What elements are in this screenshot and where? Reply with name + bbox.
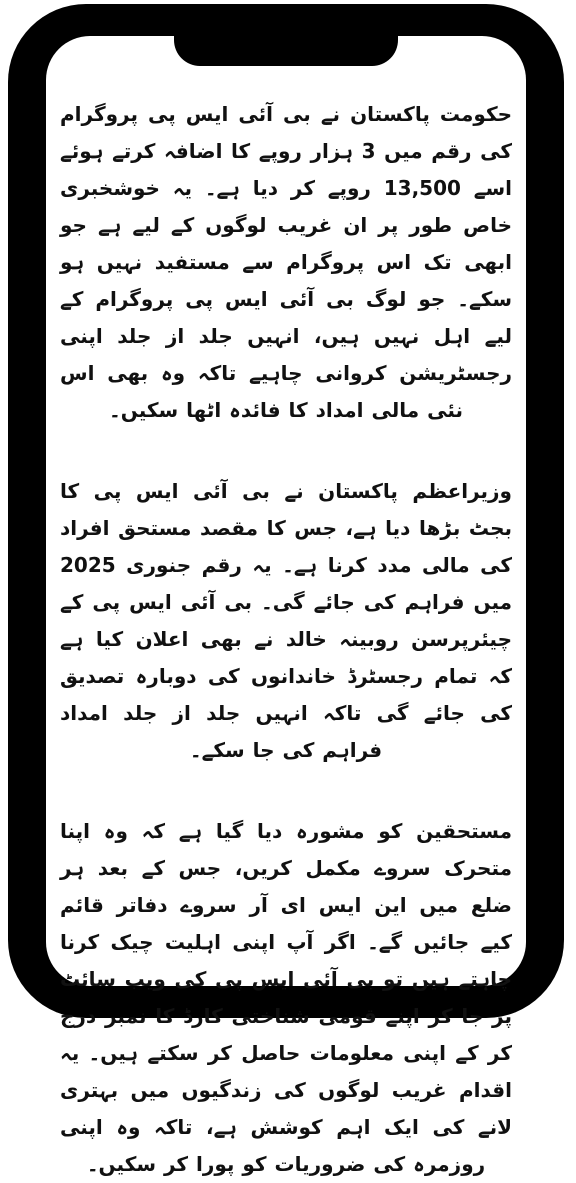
article-body — [60, 96, 512, 1176]
phone-screen — [46, 36, 526, 1176]
article-paragraph-2: وزیراعظم پاکستان نے بی آئی ایس پی کا بجٹ بڑھا دیا ہے، جس کا مقصد مستحق افراد کی مالی مدد کرنا ہے۔ یہ رقم جنوری 2025 میں فراہم کی جائے گی۔ بی آئی ایس پی کے چیئرپرسن روبینہ خالد نے بھی اعلان کیا ہے کہ تمام رجسٹرڈ خاندانوں کی دوبارہ تصدیق کی جائے گی تاکہ انہیں جلد از جلد امداد فراہم کی جا سکے۔ — [60, 479, 512, 762]
phone-notch — [174, 36, 398, 66]
phone-frame — [8, 4, 564, 1176]
article-paragraph-1: حکومت پاکستان نے بی آئی ایس پی پروگرام کی رقم میں 3 ہزار روپے کا اضافہ کرتے ہوئے اسے 13,500 روپے کر دیا ہے۔ یہ خوشخبری خاص طور پر ان غریب لوگوں کے لیے ہے جو ابھی تک اس پروگرام سے مستفید نہیں ہو سکے۔ جو لوگ بی آئی ایس پی پروگرام کے لیے اہل نہیں ہیں، انہیں جلد از جلد اپنی رجسٹریشن کروانی چاہیے تاکہ وہ بھی اس نئی مالی امداد کا فائدہ اٹھا سکیں۔ — [60, 102, 512, 422]
article-paragraph-3: مستحقین کو مشورہ دیا گیا ہے کہ وہ اپنا متحرک سروے مکمل کریں، جس کے بعد ہر ضلع میں این ایس ای آر سروے دفاتر قائم کیے جائیں گے۔ اگر آپ اپنی اہلیت چیک کرنا چاہتے ہیں تو بی آئی ایس پی کی ویب سائٹ پر جا کر اپنے قومی شناختی کارڈ کا نمبر درج کر کے اپنی معلومات حاصل کر سکتے ہیں۔ یہ اقدام غریب لوگوں کی زندگیوں میں بہتری لانے کی ایک اہم کوشش ہے، تاکہ وہ اپنی روزمرہ کی ضروریات کو پورا کر سکیں۔ — [60, 819, 512, 1176]
